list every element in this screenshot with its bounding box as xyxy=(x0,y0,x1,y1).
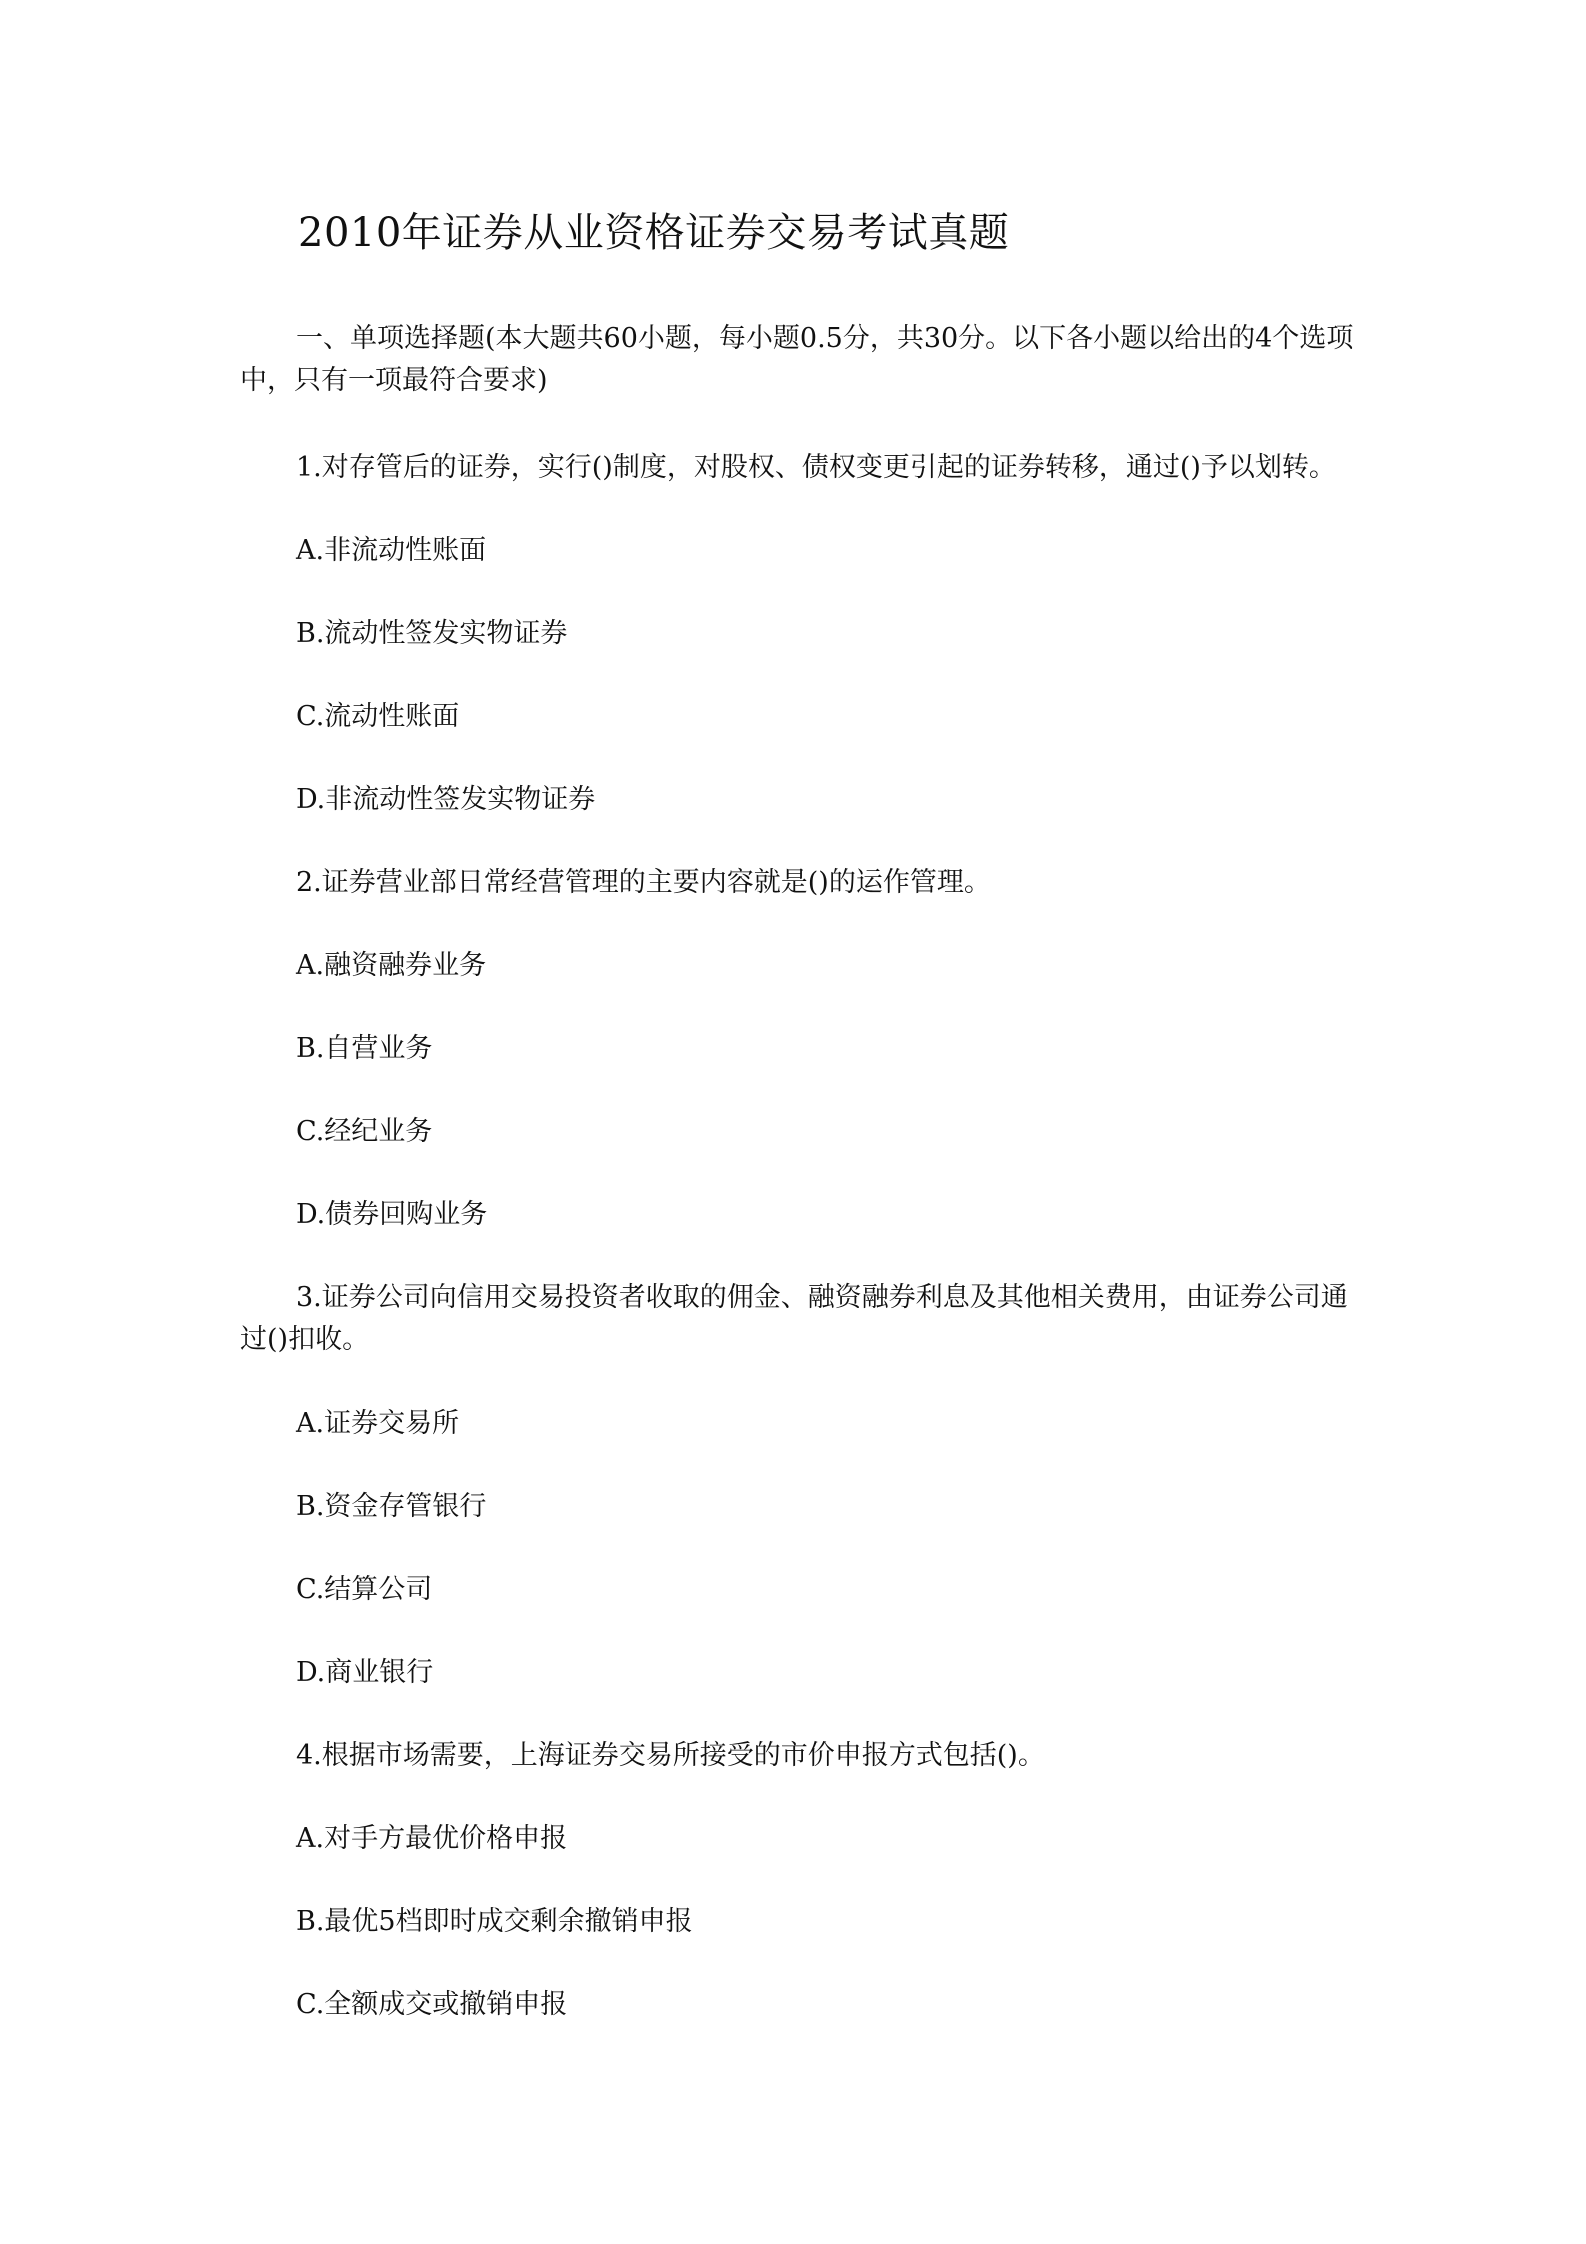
question-4-option-c: C.全额成交或撤销申报 xyxy=(296,1989,568,2020)
question-1-option-a: A.非流动性账面 xyxy=(296,535,487,566)
question-1-option-b: B.流动性签发实物证券 xyxy=(296,618,568,649)
question-3-option-c: C.结算公司 xyxy=(296,1574,433,1605)
question-4-option-a: A.对手方最优价格申报 xyxy=(296,1823,568,1854)
question-2-option-c: C.经纪业务 xyxy=(296,1116,433,1147)
question-3-option-a: A.证券交易所 xyxy=(296,1408,460,1439)
question-2-option-d: D.债券回购业务 xyxy=(296,1199,488,1230)
question-3-option-b: B.资金存管银行 xyxy=(296,1491,487,1522)
document-title: 2010年证券从业资格证券交易考试真题 xyxy=(298,210,1010,256)
question-1-option-d: D.非流动性签发实物证券 xyxy=(296,784,596,815)
question-4-option-b: B.最优5档即时成交剩余撤销申报 xyxy=(296,1906,693,1937)
question-2-option-b: B.自营业务 xyxy=(296,1033,433,1064)
question-3-option-d: D.商业银行 xyxy=(296,1657,434,1688)
question-3-stem: 3.证券公司向信用交易投资者收取的佣金、融资融券利息及其他相关费用，由证券公司通过()扣收。 xyxy=(240,1282,1348,1355)
section-intro: 一、单项选择题(本大题共60小题，每小题0.5分，共30分。以下各小题以给出的4个选项中，只有一项最符合要求) xyxy=(240,323,1354,396)
question-1-option-c: C.流动性账面 xyxy=(296,701,460,732)
question-2-option-a: A.融资融券业务 xyxy=(296,950,487,981)
question-4-stem: 4.根据市场需要，上海证券交易所接受的市价申报方式包括()。 xyxy=(296,1740,1045,1771)
question-2-stem: 2.证券营业部日常经营管理的主要内容就是()的运作管理。 xyxy=(296,867,991,898)
question-1-stem: 1.对存管后的证券，实行()制度，对股权、债权变更引起的证券转移，通过()予以划转。 xyxy=(296,452,1336,483)
